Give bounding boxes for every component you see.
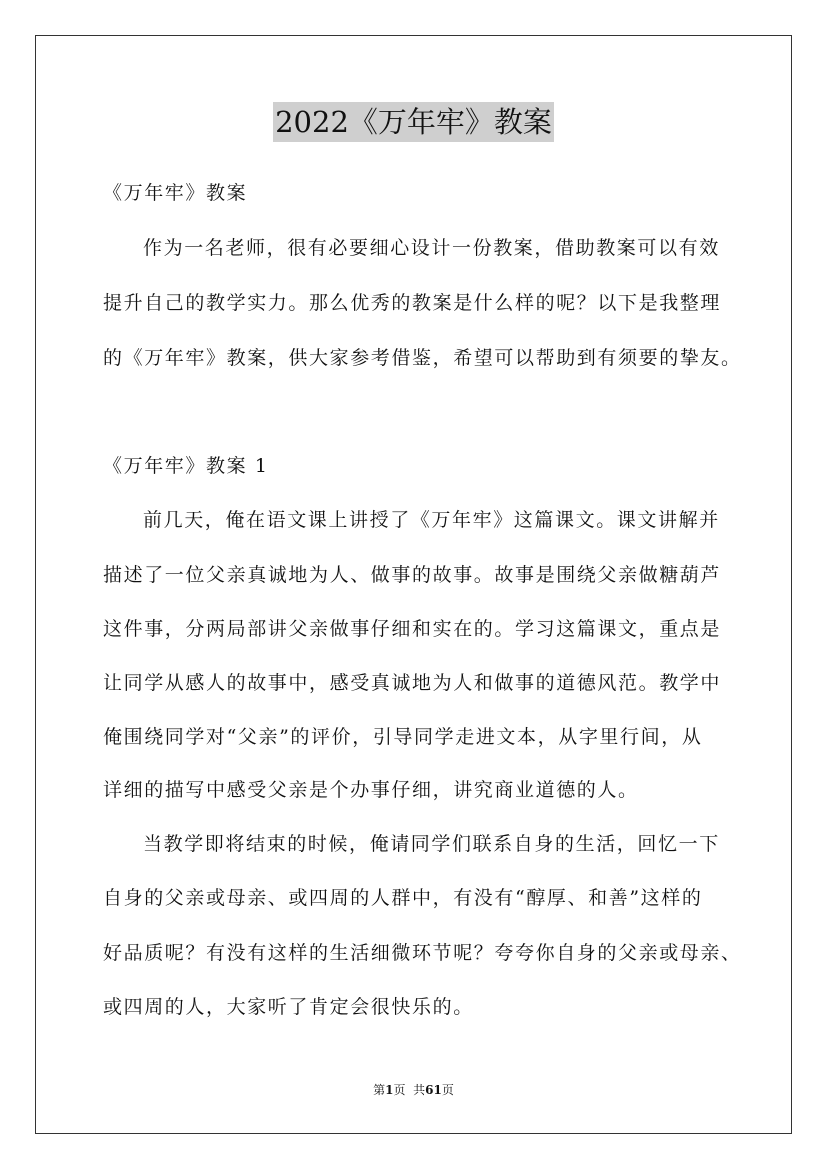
document-title-row xyxy=(0,102,827,147)
page-footer xyxy=(0,1082,827,1098)
paragraph-line: 提升自己的教学实力。那么优秀的教案是什么样的呢？以下是我整理 xyxy=(103,292,722,314)
page-number: 1 xyxy=(385,1083,394,1097)
paragraph-line: 前几天，俺在语文课上讲授了《万年牢》这篇课文。课文讲解并 xyxy=(143,509,720,531)
paragraph-line: 作为一名老师，很有必要细心设计一份教案，借助教案可以有效 xyxy=(143,237,720,259)
paragraph-line: 俺围绕同学对“父亲”的评价，引导同学走进文本，从字里行间，从 xyxy=(103,726,703,748)
document-title: 2022《万年牢》教案 xyxy=(273,102,554,142)
footer-total-suffix: 页 xyxy=(441,1083,454,1097)
paragraph-line: 自身的父亲或母亲、或四周的人群中，有没有“醇厚、和善”这样的 xyxy=(103,887,703,909)
paragraph-line: 描述了一位父亲真诚地为人、做事的故事。故事是围绕父亲做糖葫芦 xyxy=(103,564,722,586)
footer-prefix: 第 xyxy=(373,1083,386,1097)
paragraph-line: 当教学即将结束的时候，俺请同学们联系自身的生活，回忆一下 xyxy=(143,833,720,855)
paragraph-line: 这件事，分两局部讲父亲做事仔细和实在的。学习这篇课文，重点是 xyxy=(103,618,722,640)
total-pages: 61 xyxy=(425,1083,442,1097)
intro-heading: 《万年牢》教案 xyxy=(103,182,248,204)
paragraph-line: 的《万年牢》教案，供大家参考借鉴，希望可以帮助到有须要的挚友。 xyxy=(103,347,742,369)
paragraph-line: 好品质呢？有没有这样的生活细微环节呢？夸夸你自身的父亲或母亲、 xyxy=(103,942,742,964)
section-heading: 《万年牢》教案 1 xyxy=(103,455,269,477)
paragraph-line: 详细的描写中感受父亲是个办事仔细，讲究商业道德的人。 xyxy=(103,779,639,801)
paragraph-line: 或四周的人，大家听了肯定会很快乐的。 xyxy=(103,996,474,1018)
paragraph-line: 让同学从感人的故事中，感受真诚地为人和做事的道德风范。教学中 xyxy=(103,672,722,694)
footer-page-suffix: 页 xyxy=(393,1083,406,1097)
footer-total-prefix: 共 xyxy=(413,1083,426,1097)
